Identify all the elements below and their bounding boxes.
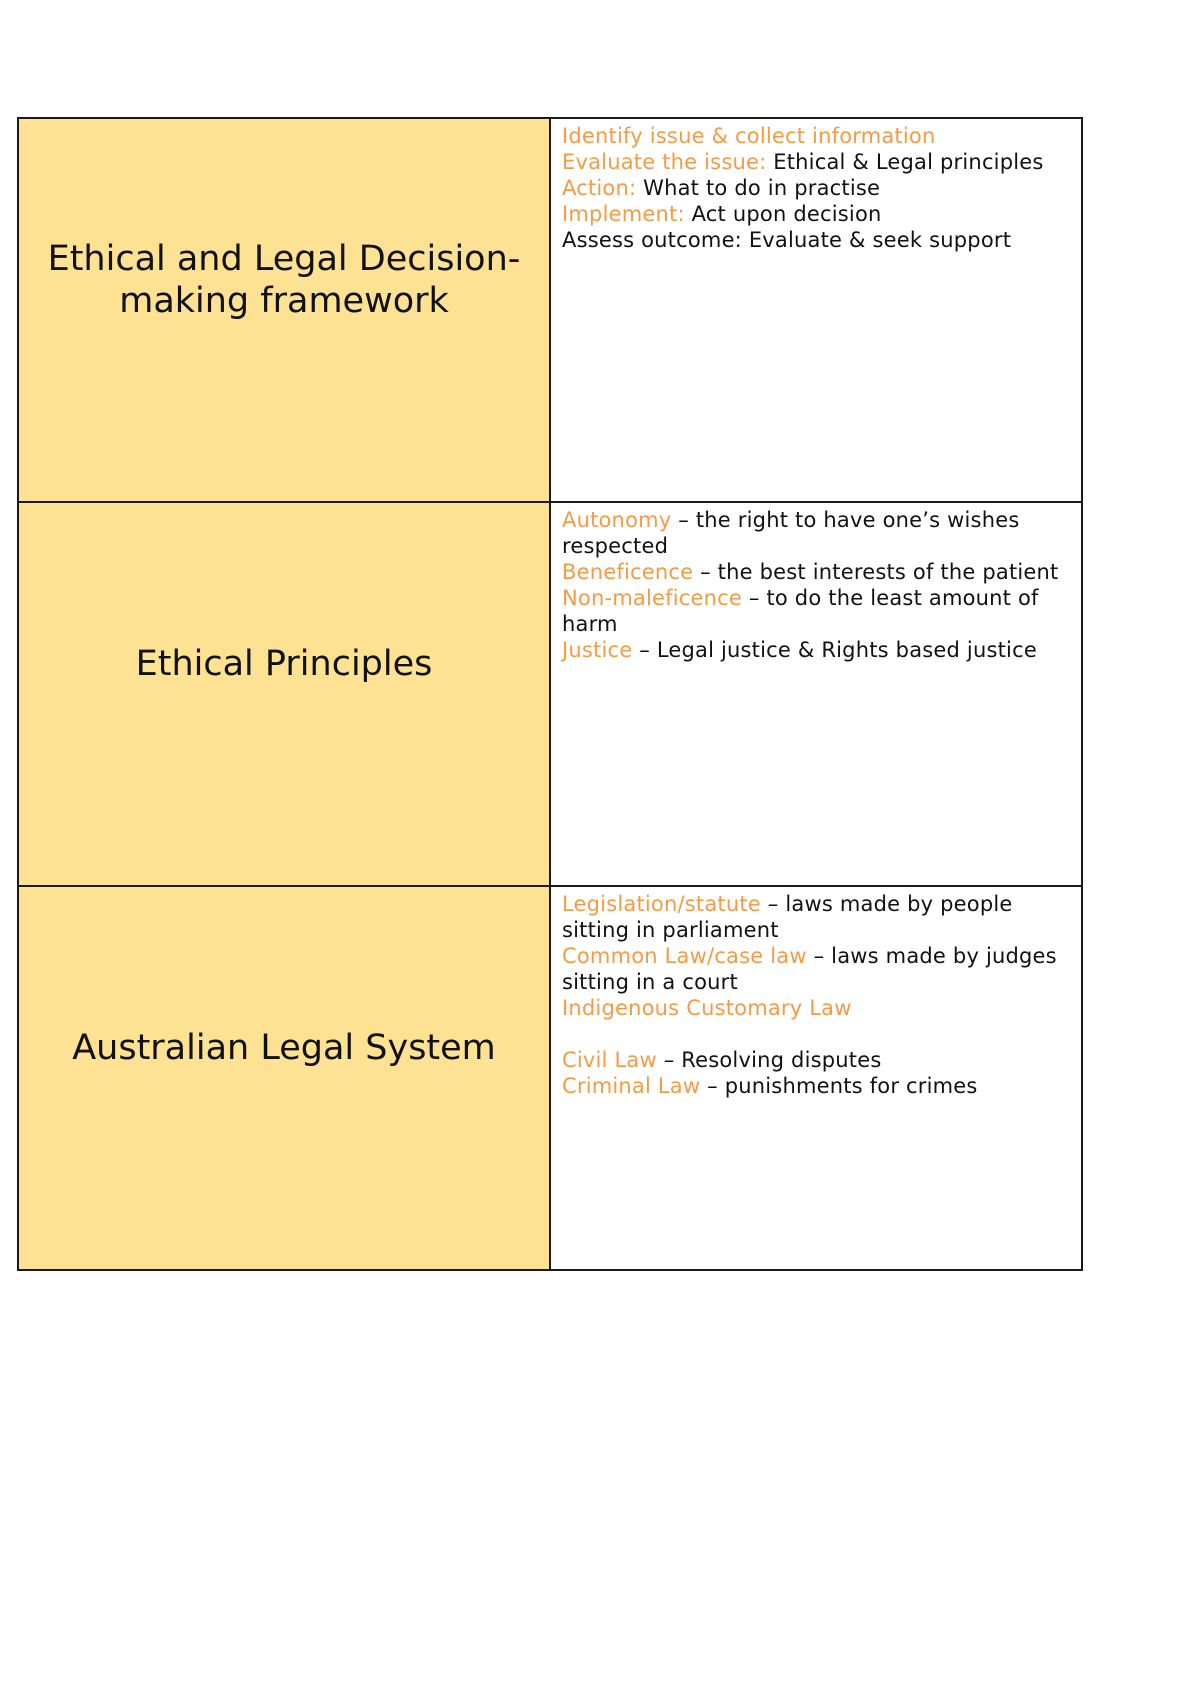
table-row [18,118,1082,502]
notes-list [551,503,1081,663]
list-item [562,123,1071,149]
list-item [562,507,1071,559]
notes-list [551,119,1081,253]
item-highlight: Identify issue & collect information [562,124,936,148]
list-item [562,943,1071,995]
item-text: – laws made by judges sitting in a court [562,944,1057,994]
item-highlight: Beneficence [562,560,694,584]
item-text: Assess outcome: Evaluate & seek support [562,228,1012,252]
row-title: Australian Legal System [72,1028,496,1068]
item-highlight: Evaluate the issue: [562,150,767,174]
list-item [562,995,1071,1021]
list-item [562,149,1071,175]
item-text: Act upon decision [684,202,882,226]
item-highlight: Action: [562,176,637,200]
list-item [562,1047,1071,1073]
table-row [18,886,1082,1270]
list-item [562,585,1071,637]
item-text: – to do the least amount of harm [562,586,1039,636]
row-notes-cell [550,118,1082,502]
item-highlight: Civil Law [562,1048,657,1072]
item-highlight: Legislation/statute [562,892,761,916]
row-title: Ethical and Legal Decision-making framework [47,239,521,321]
item-text: – laws made by people sitting in parliament [562,892,1013,942]
list-item [562,175,1071,201]
item-highlight: Common Law/case law [562,944,807,968]
item-text: Ethical & Legal principles [766,150,1044,174]
list-item [562,559,1071,585]
table-row [18,502,1082,886]
row-notes-cell [550,886,1082,1270]
list-item [562,1073,1071,1099]
item-text: – the right to have one’s wishes respected [562,508,1020,558]
framework-table [17,117,1083,1271]
item-text: What to do in practise [636,176,881,200]
list-item [562,891,1071,943]
list-item [562,227,1071,253]
item-highlight: Autonomy [562,508,672,532]
row-title-cell [18,118,550,502]
row-title-cell [18,502,550,886]
item-text: – punishments for crimes [700,1074,978,1098]
item-text: – Legal justice & Rights based justice [632,638,1037,662]
item-text: – the best interests of the patient [693,560,1059,584]
notes-list [551,887,1081,1099]
list-item [562,201,1071,227]
item-highlight: Non-maleficence [562,586,742,610]
list-spacer [562,1021,1071,1047]
row-title-cell [18,886,550,1270]
row-notes-cell [550,502,1082,886]
item-highlight: Indigenous Customary Law [562,996,852,1020]
item-highlight: Implement: [562,202,685,226]
item-text: – Resolving disputes [656,1048,882,1072]
item-highlight: Criminal Law [562,1074,701,1098]
item-highlight: Justice [562,638,633,662]
list-item [562,637,1071,663]
row-title: Ethical Principles [135,644,433,684]
